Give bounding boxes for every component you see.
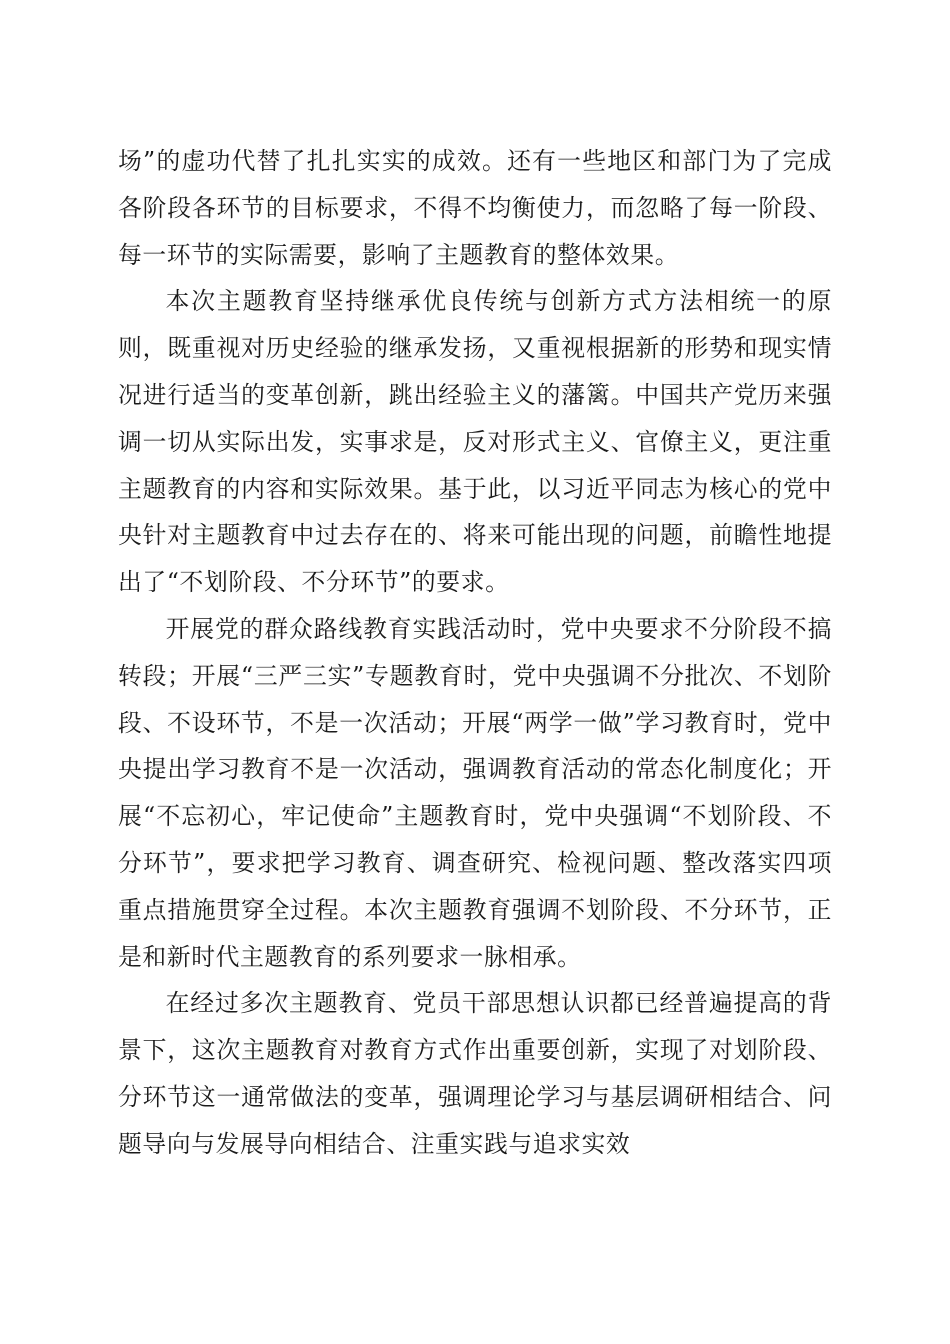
paragraph-3: 开展党的群众路线教育实践活动时，党中央要求不分阶段不搞转段；开展“三严三实”专题教育时，党中央强调不分批次、不划阶段、不设环节，不是一次活动；开展“两学一做”学习教育时，党中央提出学习教育不是一次活动，强调教育活动的常态化制度化；开展“不忘初心，牢记使命”主题教育时，党中央强调“不划阶段、不分环节”，要求把学习教育、调查研究、检视问题、整改落实四项重点措施贯穿全过程。本次主题教育强调不划阶段、不分环节，正是和新时代主题教育的系列要求一脉相承。 xyxy=(118,614,832,971)
paragraph-2: 本次主题教育坚持继承优良传统与创新方式方法相统一的原则，既重视对历史经验的继承发扬，又重视根据新的形势和现实情况进行适当的变革创新，跳出经验主义的藩篱。中国共产党历来强调一切从实际出发，实事求是，反对形式主义、官僚主义，更注重主题教育的内容和实际效果。基于此，以习近平同志为核心的党中央针对主题教育中过去存在的、将来可能出现的问题，前瞻性地提出了“不划阶段、不分环节”的要求。 xyxy=(118,287,832,597)
paragraph-1: 场”的虚功代替了扎扎实实的成效。还有一些地区和部门为了完成各阶段各环节的目标要求，不得不均衡使力，而忽略了每一阶段、每一环节的实际需要，影响了主题教育的整体效果。 xyxy=(118,147,832,269)
body-text xyxy=(118,138,832,1168)
paragraph-4: 在经过多次主题教育、党员干部思想认识都已经普遍提高的背景下，这次主题教育对教育方式作出重要创新，实现了对划阶段、分环节这一通常做法的变革，强调理论学习与基层调研相结合、问题导向与发展导向相结合、注重实践与追求实效 xyxy=(118,989,832,1158)
